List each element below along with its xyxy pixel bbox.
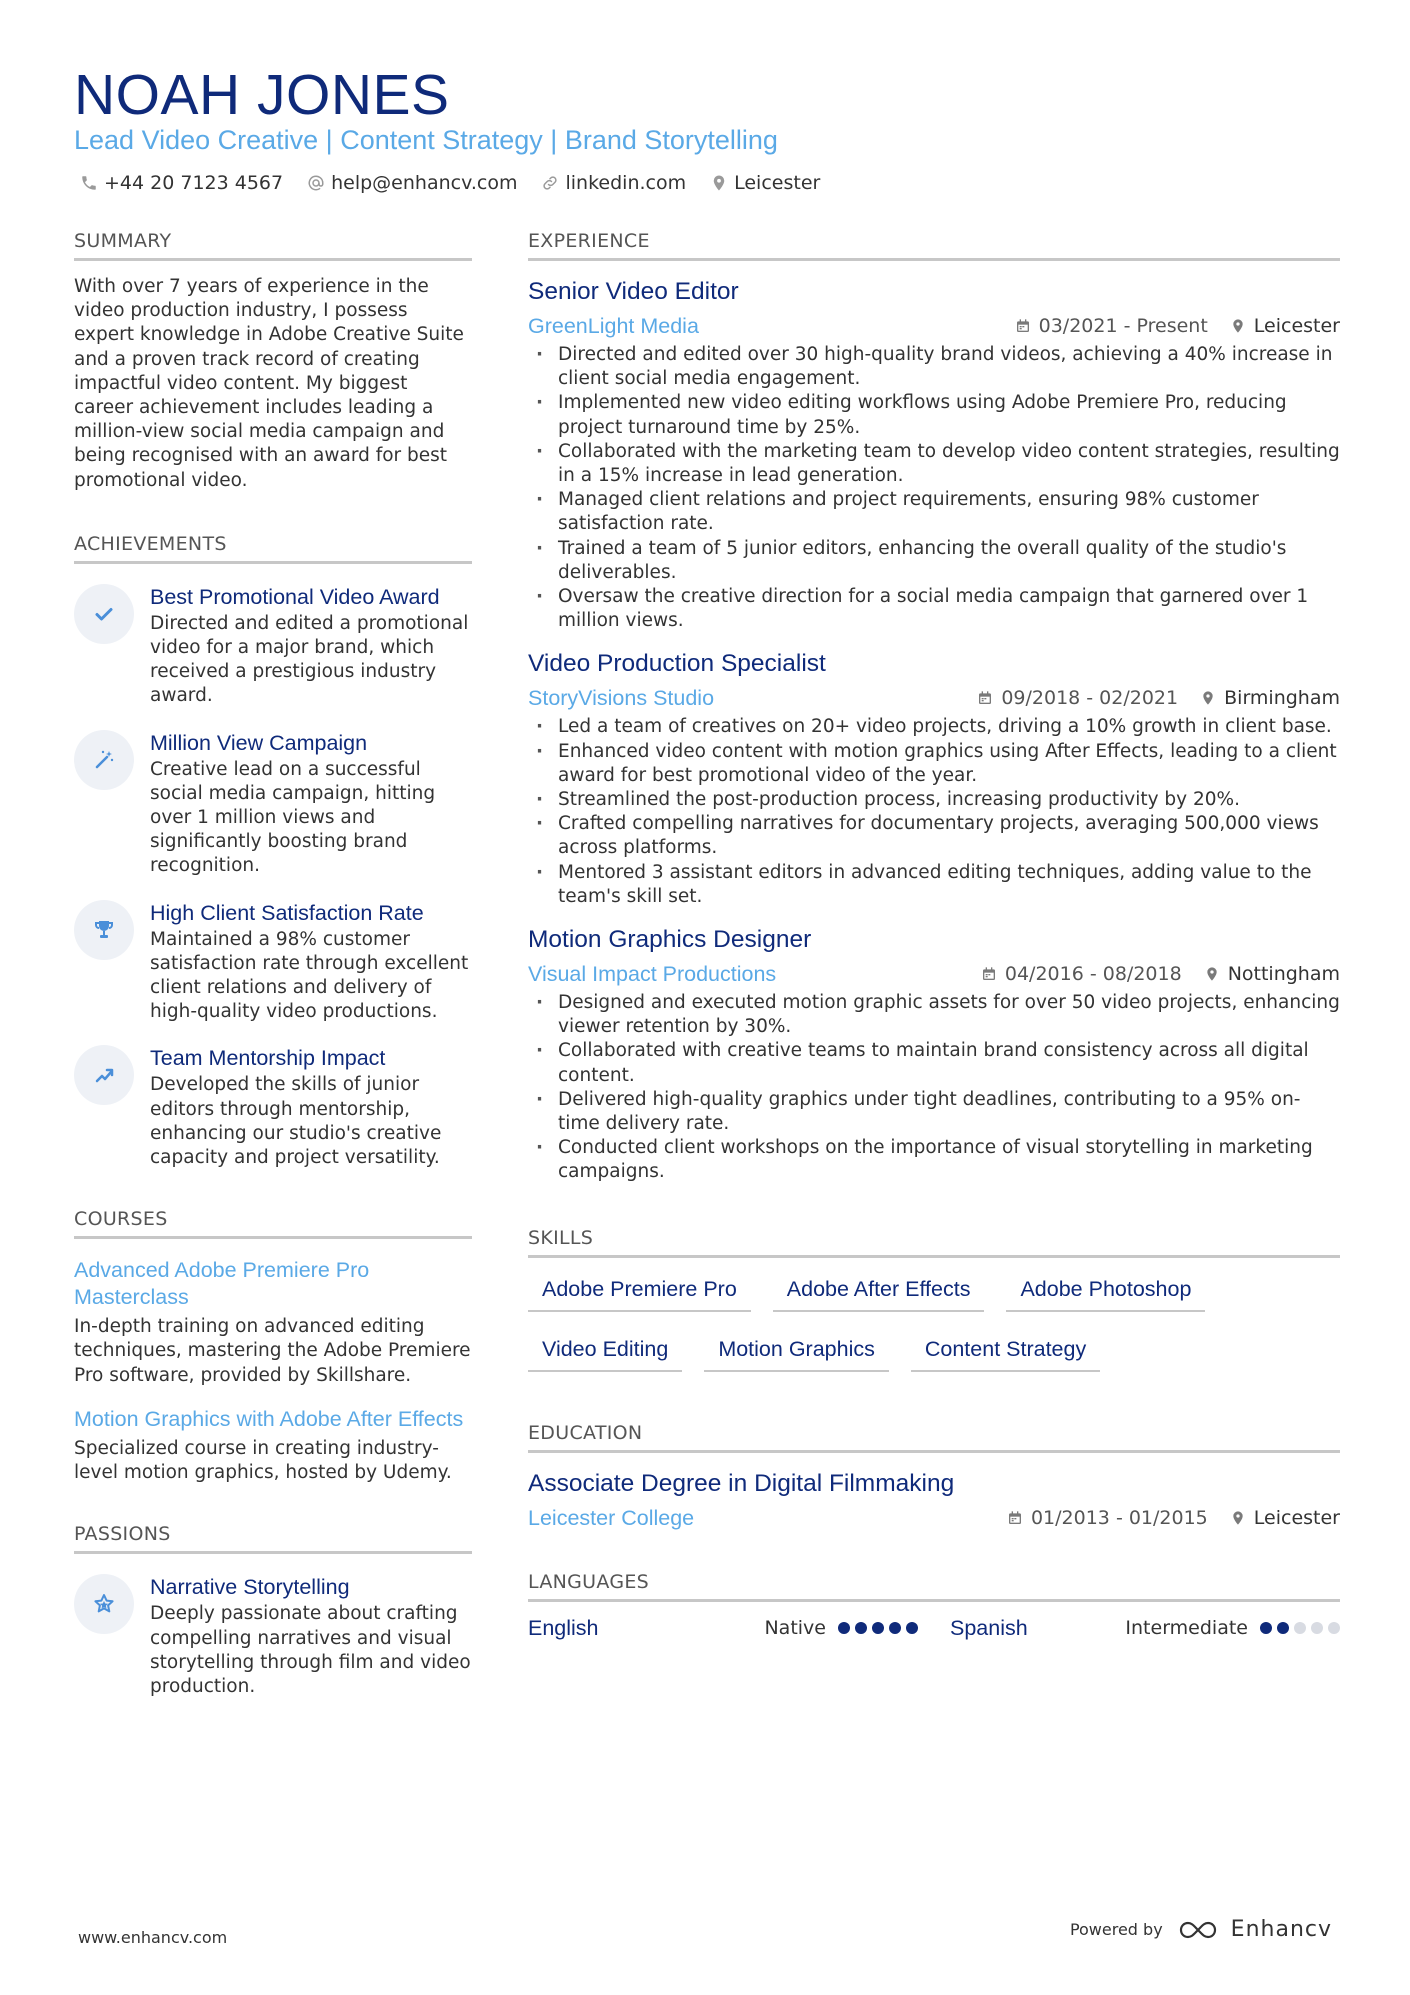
course-item: [74, 1257, 472, 1388]
calendar-icon: [981, 966, 997, 982]
achievement-desc: Creative lead on a successful social media campaign, hitting over 1 million views and significantly boosting brand recognition.: [150, 758, 436, 877]
footer-website[interactable]: www.enhancv.com: [78, 1928, 228, 1947]
course-desc: Specialized course in creating industry-level motion graphics, hosted by Udemy.: [74, 1437, 452, 1484]
job-title: Video Production Specialist: [528, 650, 826, 678]
bullet-item: · Oversaw the creative direction for a social media campaign that garnered over 1 million views.: [528, 585, 1340, 633]
course-title: Advanced Adobe Premiere Pro Masterclass: [74, 1258, 370, 1310]
course-item: [74, 1406, 472, 1485]
experience-section: [528, 228, 1340, 1185]
education-dates: 01/2013 - 01/2015: [1030, 1506, 1208, 1529]
bullet-item: · Delivered high-quality graphics under tight deadlines, contributing to a 95% on-time delivery rate.: [528, 1088, 1340, 1136]
proficiency-dot-filled: [838, 1622, 850, 1634]
calendar-icon: [977, 690, 993, 706]
company-name: GreenLight Media: [528, 314, 699, 338]
achievement-title: High Client Satisfaction Rate: [150, 900, 424, 925]
languages-section: [528, 1569, 1340, 1641]
right-column: [528, 228, 1340, 1641]
achievements-heading: ACHIEVEMENTS: [74, 531, 472, 564]
school-name: Leicester College: [528, 1505, 695, 1530]
bullet-item: · Trained a team of 5 junior editors, enhancing the overall quality of the studio's deliverables.: [528, 537, 1340, 585]
contact-location: [710, 170, 820, 196]
bullet-item: · Managed client relations and project requirements, ensuring 98% customer satisfaction rate.: [528, 488, 1340, 536]
phone-text: +44 20 7123 4567: [104, 172, 284, 194]
skills-heading: SKILLS: [528, 1225, 1340, 1258]
job-bullets: [528, 991, 1340, 1185]
proficiency-dot-empty: [1311, 1622, 1323, 1634]
proficiency-dot-filled: [855, 1622, 867, 1634]
summary-text: With over 7 years of experience in the video production industry, I possess expert knowledge in Adobe Creative Suite and a proven track record of creating impactful video content. My biggest career achievement includes leading a million-view social media campaign and being recognised with an award for best promotional video.: [74, 276, 464, 491]
location-pin-icon: [1230, 318, 1246, 334]
star-icon: [74, 1574, 134, 1634]
footer-branding: [1070, 1917, 1332, 1942]
link-icon: [541, 174, 559, 192]
achievement-item: [74, 898, 472, 1025]
language-item: [950, 1616, 1340, 1641]
job-entry: [528, 923, 1340, 1185]
achievement-item: [74, 582, 472, 709]
skill-tag: Adobe Premiere Pro: [528, 1272, 751, 1312]
job-location: Nottingham: [1227, 963, 1340, 986]
achievement-desc: Developed the skills of junior editors through mentorship, enhancing our studio's creative capacity and project versatility.: [150, 1074, 442, 1169]
proficiency-dot-empty: [1328, 1622, 1340, 1634]
growth-arrow-icon: [74, 1045, 134, 1105]
proficiency-dot-filled: [889, 1622, 901, 1634]
job-bullets: [528, 343, 1340, 633]
summary-section: [74, 228, 472, 493]
passion-desc: Deeply passionate about crafting compelling narratives and visual storytelling through film and video production.: [150, 1603, 471, 1697]
email-text: help@enhancv.com: [331, 172, 518, 194]
bullet-item: · Conducted client workshops on the importance of visual storytelling in marketing campaigns.: [528, 1136, 1340, 1184]
skill-tag: Motion Graphics: [704, 1332, 889, 1372]
achievement-item: [74, 728, 472, 879]
education-heading: EDUCATION: [528, 1420, 1340, 1453]
location-pin-icon: [1230, 1510, 1246, 1526]
enhancv-logo-icon: [1177, 1918, 1223, 1942]
company-name: StoryVisions Studio: [528, 686, 715, 711]
job-dates: 09/2018 - 02/2021: [1001, 687, 1179, 710]
skill-tag: Content Strategy: [911, 1332, 1100, 1372]
passion-title: Narrative Storytelling: [150, 1575, 350, 1600]
bullet-item: · Implemented new video editing workflows using Adobe Premiere Pro, reducing project turnaround time by 25%.: [528, 391, 1340, 439]
proficiency-dot-empty: [1294, 1622, 1306, 1634]
proficiency-dots: [838, 1622, 918, 1634]
language-item: [528, 1616, 918, 1641]
candidate-name: NOAH JONES: [74, 63, 450, 127]
magic-wand-icon: [74, 730, 134, 790]
contact-linkedin[interactable]: [541, 170, 686, 196]
course-desc: In-depth training on advanced editing techniques, mastering the Adobe Premiere Pro software, provided by Skillshare.: [74, 1316, 471, 1386]
proficiency-dot-filled: [872, 1622, 884, 1634]
proficiency-dots: [1260, 1622, 1340, 1634]
job-entry: [528, 647, 1340, 909]
passions-section: [74, 1521, 472, 1699]
trophy-icon: [74, 900, 134, 960]
candidate-tagline: Lead Video Creative | Content Strategy | Brand Storytelling: [74, 125, 778, 155]
achievement-title: Million View Campaign: [150, 730, 368, 755]
skills-section: [528, 1225, 1340, 1372]
languages-heading: LANGUAGES: [528, 1569, 1340, 1602]
language-level: Intermediate: [1125, 1617, 1248, 1640]
passion-item: [74, 1572, 472, 1699]
at-icon: [307, 174, 325, 192]
job-title: Motion Graphics Designer: [528, 926, 812, 954]
proficiency-dot-filled: [906, 1622, 918, 1634]
location-pin-icon: [710, 174, 728, 192]
brand-name: Enhancv: [1230, 1917, 1332, 1942]
company-name: Visual Impact Productions: [528, 962, 777, 987]
experience-heading: EXPERIENCE: [528, 228, 1340, 261]
passions-heading: PASSIONS: [74, 1521, 472, 1554]
bullet-item: · Collaborated with creative teams to maintain brand consistency across all digital content.: [528, 1039, 1340, 1087]
education-location: Leicester: [1253, 1506, 1340, 1529]
bullet-item: · Collaborated with the marketing team to develop video content strategies, resulting in a 15% increase in lead generation.: [528, 440, 1340, 488]
skills-list: [528, 1272, 1340, 1372]
proficiency-dot-filled: [1277, 1622, 1289, 1634]
contact-phone[interactable]: [80, 170, 283, 196]
job-entry: [528, 275, 1340, 633]
job-bullets: [528, 715, 1340, 909]
degree-title: Associate Degree in Digital Filmmaking: [528, 1469, 955, 1497]
contact-bar: [80, 170, 820, 196]
courses-section: [74, 1206, 472, 1485]
course-title: Motion Graphics with Adobe After Effects: [74, 1406, 464, 1431]
skill-tag: Adobe After Effects: [773, 1272, 985, 1312]
job-dates: 03/2021 - Present: [1038, 315, 1208, 337]
linkedin-text: linkedin.com: [565, 172, 687, 194]
powered-by-text: Powered by: [1069, 1920, 1163, 1939]
contact-email[interactable]: [307, 170, 517, 196]
bullet-item: · Designed and executed motion graphic assets for over 50 video projects, enhancing viewer retention by 30%.: [528, 991, 1340, 1039]
job-dates: 04/2016 - 08/2018: [1004, 963, 1182, 986]
achievement-desc: Maintained a 98% customer satisfaction rate through excellent client relations and delivery of high-quality video productions.: [150, 928, 469, 1023]
skill-tag: Adobe Photoshop: [1006, 1272, 1205, 1312]
skill-tag: Video Editing: [528, 1332, 682, 1372]
achievements-section: [74, 531, 472, 1170]
language-name: Spanish: [950, 1615, 1028, 1640]
job-location: Birmingham: [1224, 687, 1340, 710]
location-pin-icon: [1204, 966, 1220, 982]
bullet-item: · Mentored 3 assistant editors in advanced editing techniques, adding value to the team's skill set.: [528, 861, 1340, 909]
location-text: Leicester: [734, 172, 821, 194]
achievement-title: Team Mentorship Impact: [150, 1046, 386, 1071]
bullet-item: · Led a team of creatives on 20+ video projects, driving a 10% growth in client base.: [528, 715, 1340, 739]
calendar-icon: [1007, 1510, 1023, 1526]
bullet-item: · Streamlined the post-production process, increasing productivity by 20%.: [528, 788, 1340, 812]
bullet-item: · Crafted compelling narratives for documentary projects, averaging 500,000 views across platforms.: [528, 812, 1340, 860]
job-location: Leicester: [1253, 315, 1340, 337]
bullet-item: · Directed and edited over 30 high-quality brand videos, achieving a 40% increase in client social media engagement.: [528, 343, 1340, 391]
location-pin-icon: [1200, 690, 1216, 706]
language-name: English: [528, 1615, 599, 1640]
achievement-desc: Directed and edited a promotional video for a major brand, which received a prestigious industry award.: [150, 612, 469, 707]
job-title: Senior Video Editor: [528, 278, 739, 305]
proficiency-dot-filled: [1260, 1622, 1272, 1634]
check-icon: [74, 584, 134, 644]
achievement-item: [74, 1043, 472, 1170]
bullet-item: · Enhanced video content with motion graphics using After Effects, leading to a client award for best promotional video of the year.: [528, 740, 1340, 788]
phone-icon: [80, 174, 98, 192]
calendar-icon: [1015, 318, 1031, 334]
achievement-title: Best Promotional Video Award: [150, 584, 440, 609]
language-level: Native: [764, 1617, 826, 1640]
left-column: [74, 228, 472, 1718]
courses-heading: COURSES: [74, 1206, 472, 1239]
education-section: [528, 1420, 1340, 1533]
summary-heading: SUMMARY: [74, 228, 472, 261]
